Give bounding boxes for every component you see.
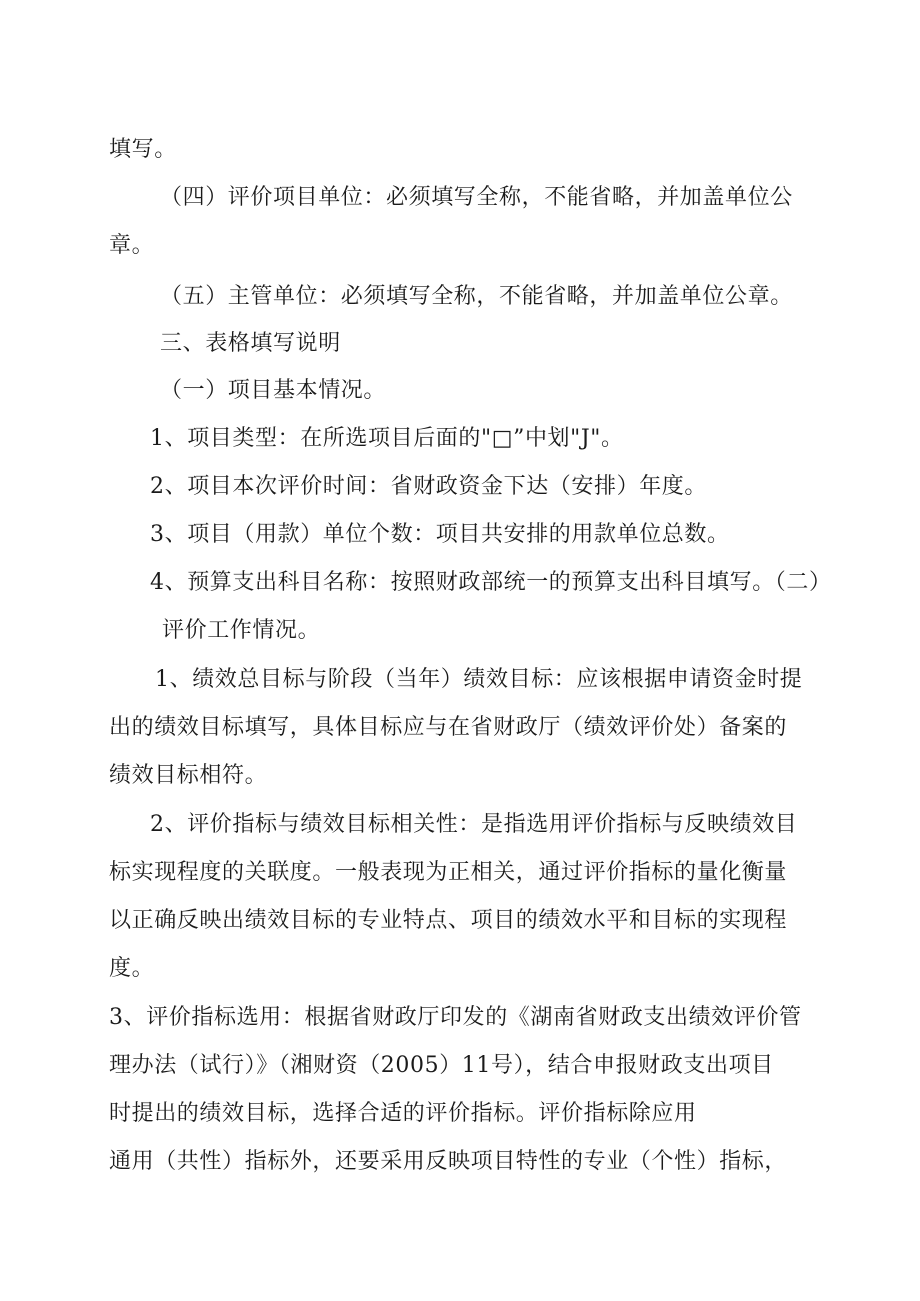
- text-line-8: 2、项目本次评价时间：省财政资金下达（安排）年度。: [150, 474, 707, 499]
- text-line-17: 以正确反映出绩效目标的专业特点、项目的绩效水平和目标的实现程: [109, 908, 788, 933]
- text-line-15: 2、评价指标与绩效目标相关性：是指选用评价指标与反映绩效目: [150, 812, 798, 837]
- section-heading: 三、表格填写说明: [160, 331, 341, 356]
- text-line-20: 理办法（试行）》（湘财资（2005）11号），结合申报财政支出项目: [109, 1053, 774, 1078]
- text-line-9: 3、项目（用款）单位个数：项目共安排的用款单位总数。: [150, 522, 730, 547]
- text-line-16: 标实现程度的关联度。一般表现为正相关，通过评价指标的量化衡量: [109, 860, 788, 885]
- text-line-18: 度。: [109, 956, 155, 981]
- text-line-3: 章。: [109, 233, 155, 258]
- text-line-12: 1、绩效总目标与阶段（当年）绩效目标：应该根据申请资金时提: [155, 667, 803, 692]
- subsection-heading-2: 评价工作情况。: [162, 618, 321, 643]
- text-line-14: 绩效目标相符。: [109, 763, 268, 788]
- text-line-13: 出的绩效目标填写，具体目标应与在省财政厅（绩效评价处）备案的: [109, 715, 788, 740]
- text-line-19: 3、评价指标选用：根据省财政厅印发的《湖南省财政支出绩效评价管: [109, 1005, 802, 1030]
- text-line-21: 时提出的绩效目标，选择合适的评价指标。评价指标除应用: [109, 1101, 697, 1126]
- text-line-10: 4、预算支出科目名称：按照财政部统一的预算支出科目填写。（二）: [150, 570, 832, 595]
- text-line-4: （五）主管单位：必须填写全称，不能省略，并加盖单位公章。: [160, 284, 793, 309]
- text-line-7: 1、项目类型：在所选项目后面的"□”中划"J"。: [150, 426, 624, 451]
- text-line-1: 填写。: [109, 137, 177, 162]
- subsection-heading-1: （一）项目基本情况。: [160, 378, 387, 403]
- text-line-2: （四）评价项目单位：必须填写全称，不能省略，并加盖单位公: [160, 185, 793, 210]
- text-line-22: 通用（共性）指标外，还要采用反映项目特性的专业（个性）指标，: [109, 1149, 788, 1174]
